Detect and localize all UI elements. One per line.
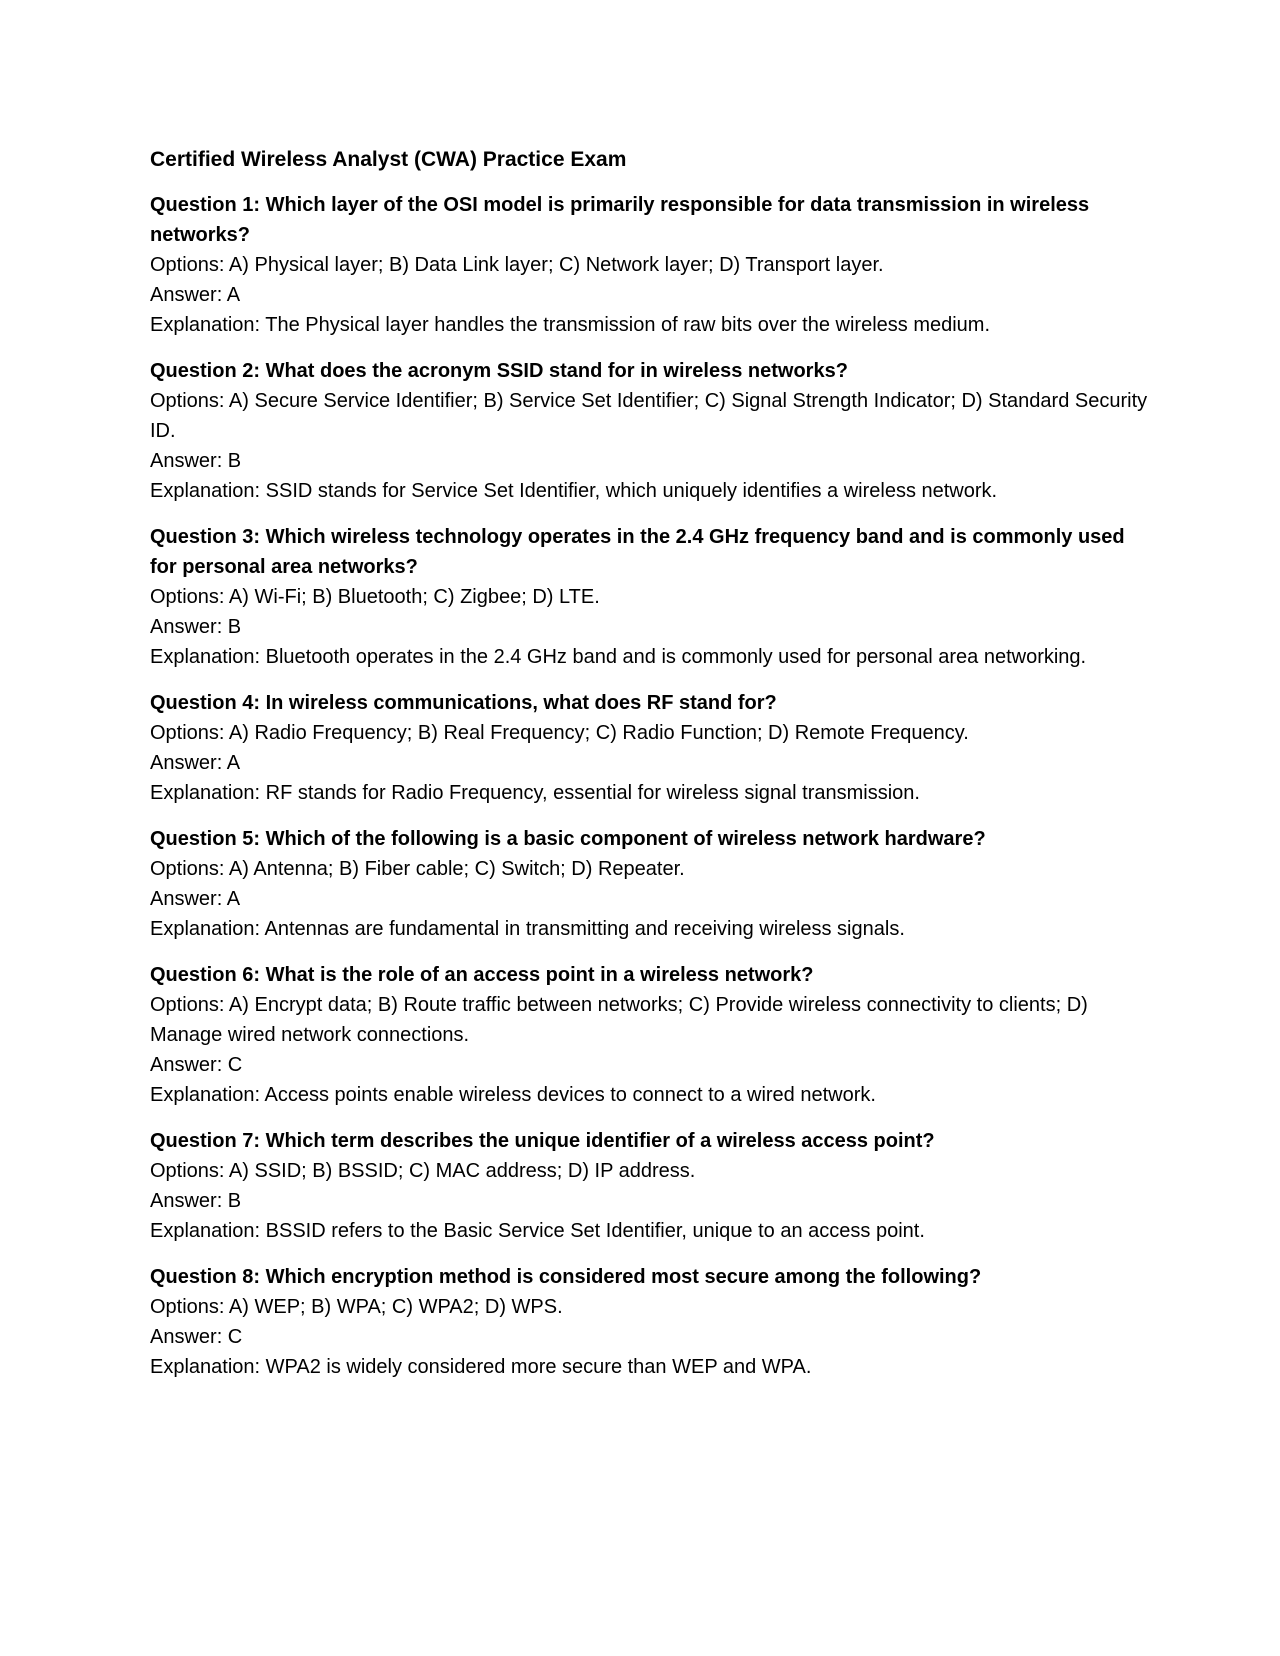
question-block-8 [150,1262,1150,1382]
question-block-4 [150,688,1150,808]
question-block-1 [150,190,1150,340]
question-block-2 [150,356,1150,506]
answer-text: Answer: A [150,888,241,910]
explanation-text: Explanation: Antennas are fundamental in transmitting and receiving wireless signals. [150,918,905,940]
question-block-5 [150,824,1150,944]
options-text: Options: A) Encrypt data; B) Route traffic between networks; C) Provide wireless connectivity to clients; D) Manage wired network connections. [150,994,1088,1046]
explanation-text: Explanation: WPA2 is widely considered more secure than WEP and WPA. [150,1356,812,1378]
page-title: Certified Wireless Analyst (CWA) Practice Exam [150,148,627,171]
question-block-7 [150,1126,1150,1246]
options-text: Options: A) WEP; B) WPA; C) WPA2; D) WPS. [150,1296,563,1318]
answer-text: Answer: B [150,1190,242,1212]
explanation-text: Explanation: RF stands for Radio Frequency, essential for wireless signal transmission. [150,782,920,804]
options-text: Options: A) Antenna; B) Fiber cable; C) Switch; D) Repeater. [150,858,685,880]
options-text: Options: A) Wi-Fi; B) Bluetooth; C) Zigbee; D) LTE. [150,586,600,608]
explanation-text: Explanation: SSID stands for Service Set Identifier, which uniquely identifies a wireless network. [150,480,998,502]
question-text: Question 1: Which layer of the OSI model is primarily responsible for data transmission in wireless networks? [150,194,1090,246]
answer-text: Answer: C [150,1054,243,1076]
question-text: Question 5: Which of the following is a basic component of wireless network hardware? [150,828,986,850]
question-text: Question 8: Which encryption method is considered most secure among the following? [150,1266,982,1288]
options-text: Options: A) Secure Service Identifier; B) Service Set Identifier; C) Signal Strength Indicator; D) Standard Security ID. [150,390,1148,442]
options-text: Options: A) Radio Frequency; B) Real Frequency; C) Radio Function; D) Remote Frequency. [150,722,969,744]
explanation-text: Explanation: The Physical layer handles the transmission of raw bits over the wireless medium. [150,314,991,336]
question-block-6 [150,960,1150,1110]
answer-text: Answer: A [150,284,241,306]
answer-text: Answer: B [150,616,242,638]
question-block-3 [150,522,1150,672]
question-text: Question 3: Which wireless technology operates in the 2.4 GHz frequency band and is commonly used for personal area networks? [150,526,1125,578]
answer-text: Answer: A [150,752,241,774]
question-text: Question 6: What is the role of an access point in a wireless network? [150,964,814,986]
explanation-text: Explanation: Access points enable wireless devices to connect to a wired network. [150,1084,876,1106]
question-text: Question 2: What does the acronym SSID stand for in wireless networks? [150,360,848,382]
question-text: Question 7: Which term describes the unique identifier of a wireless access point? [150,1130,935,1152]
explanation-text: Explanation: Bluetooth operates in the 2.4 GHz band and is commonly used for personal area networking. [150,646,1087,668]
options-text: Options: A) Physical layer; B) Data Link layer; C) Network layer; D) Transport layer. [150,254,884,276]
answer-text: Answer: C [150,1326,243,1348]
answer-text: Answer: B [150,450,242,472]
question-text: Question 4: In wireless communications, what does RF stand for? [150,692,777,714]
explanation-text: Explanation: BSSID refers to the Basic Service Set Identifier, unique to an access point. [150,1220,925,1242]
options-text: Options: A) SSID; B) BSSID; C) MAC address; D) IP address. [150,1160,696,1182]
